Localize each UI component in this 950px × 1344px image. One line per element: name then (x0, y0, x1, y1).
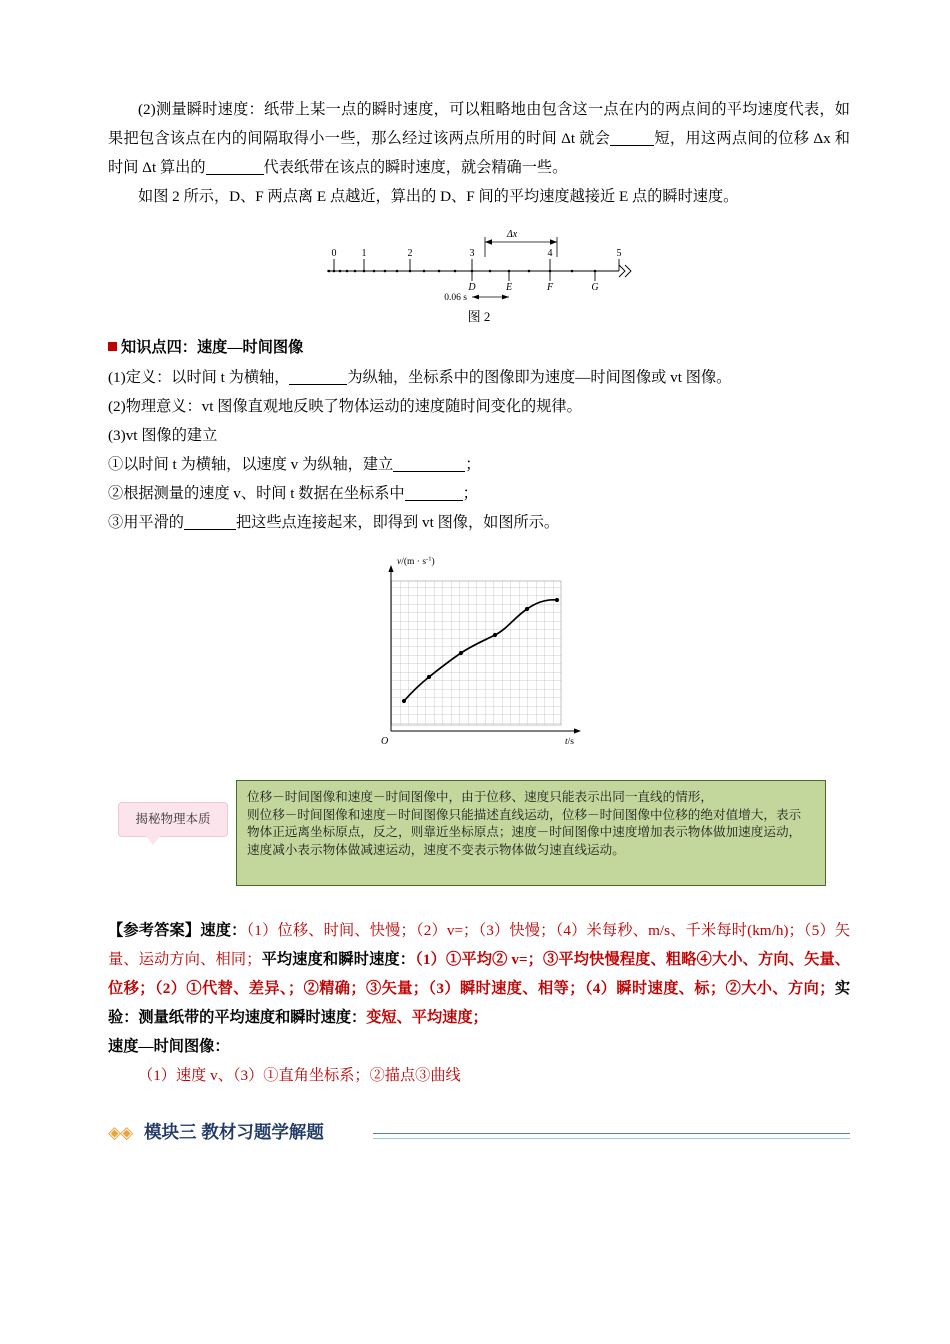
svg-text:E: E (505, 282, 513, 293)
red-square-bullet-icon (108, 342, 117, 351)
paper-tape-svg (319, 225, 639, 303)
knowledge-point-4-title: 知识点四：速度—时间图像 (121, 339, 304, 356)
answers-speed-text: （1）位移、时间、快慢；（2）v=；（3）快慢；（4）米每秒、m/s、千米每时(km/h)；（5）矢量、运动方向、相同； (108, 922, 851, 968)
callout-bubble-label: 揭秘物理本质 (118, 802, 228, 837)
origin-label: O (381, 736, 389, 747)
y-axis-label: $v/(m \cdot s^{-1})$ (397, 555, 435, 567)
knowledge-point-4-heading (108, 333, 850, 363)
figure-2-label: 图 2 (467, 309, 491, 324)
callout-line-4: 速度减小表示物体做减速运动，速度不变表示物体做匀速直线运动。 (247, 842, 625, 857)
paragraph-vt-step1 (108, 450, 850, 479)
paragraph-vt-step3 (108, 508, 850, 537)
svg-text:0: 0 (331, 248, 337, 259)
module-banner (108, 1116, 850, 1150)
answers-exp-text: 变短、平均速度； (366, 1009, 488, 1026)
banner-title: 模块三 教材习题学解题 (144, 1122, 324, 1142)
callout-green-box (236, 780, 826, 886)
callout-line-1: 位移－时间图像和速度－时间图像中，由于位移、速度只能表示出同一直线的情形， (247, 790, 713, 804)
svg-text:2: 2 (407, 248, 413, 259)
svg-text:1: 1 (361, 248, 367, 259)
answers-paragraph (108, 916, 850, 1032)
svg-text:0.06 s: 0.06 s (444, 293, 467, 303)
paragraph-text-part2: 短，用这两点间的位移 Δx 和时间 Δt 算出的 (108, 130, 850, 176)
figure-2-paper-tape (319, 225, 639, 305)
paragraph-instantaneous-speed (108, 95, 850, 182)
paragraph-text-part1: (2)测量瞬时速度：纸带上某一点的瞬时速度，可以粗略地由包含这一点在内的两点间的平均速度代表，如果把包含该点在内的间隔取得小一些，那么经过该两点所用的时间 Δt 就会 (108, 101, 850, 147)
answers-avg-text: （1）①平均② v=；③平均快慢程度、粗略④大小、方向、矢量、位移；（2）①代替、差异、；②精确；③矢量；（3）瞬时速度、相等；（4）瞬时速度、标；②大小、方向； (108, 951, 851, 997)
fill-blank-5[interactable] (405, 485, 463, 501)
fill-blank-4[interactable] (393, 456, 465, 472)
vt-step3-part2: 把这些点连接起来，即得到 vt 图像，如图所示。 (235, 514, 560, 531)
answers-exp-label: 实验：测量纸带的平均速度和瞬时速度： (108, 980, 851, 1026)
vt-step2-part1: ②根据测量的速度 v、时间 t 数据在坐标系中 (108, 485, 405, 502)
vt-definition-part1: (1)定义：以时间 t 为横轴， (108, 369, 290, 386)
callout-line-2: 则位移－时间图像和速度－时间图像只能描述直线运动，位移－时间图像中位移的绝对值增大，表示 (247, 807, 802, 822)
page-content (108, 95, 850, 1150)
fill-blank-2[interactable] (206, 159, 264, 175)
vt-definition-part2: 为纵轴，坐标系中的图像即为速度—时间图像或 vt 图像。 (347, 369, 732, 386)
svg-text:G: G (591, 282, 599, 293)
svg-text:Δx: Δx (506, 229, 518, 240)
paragraph-text-part3: 代表纸带在该点的瞬时速度，就会精确一些。 (263, 159, 568, 176)
svg-text:D: D (468, 282, 476, 293)
fill-blank-3[interactable] (289, 369, 347, 385)
physics-essence-callout (108, 780, 850, 898)
fill-blank-1[interactable] (610, 130, 654, 146)
svg-text:5: 5 (616, 248, 622, 259)
answers-avg-label: 平均速度和瞬时速度： (261, 951, 416, 968)
svg-text:3: 3 (469, 248, 475, 259)
vt-step1-part2: ； (465, 456, 481, 473)
reference-answers-block (108, 916, 850, 1090)
svg-text:4: 4 (547, 248, 553, 259)
paragraph-figure2-reference: 如图 2 所示，D、F 两点离 E 点越近，算出的 D、F 间的平均速度越接近 E 点的瞬时速度。 (138, 188, 739, 205)
paragraph-vt-meaning: (2)物理意义：vt 图像直观地反映了物体运动的速度随时间变化的规律。 (108, 398, 582, 415)
answers-vt-text-row: （1）速度 v、（3）①直角坐标系；②描点③曲线 (138, 1067, 461, 1084)
x-axis-label: t/s (565, 737, 574, 747)
callout-line-3: 物体正远离坐标原点，反之，则靠近坐标原点；速度－时间图像中速度增加表示物体做加速度运动， (247, 825, 802, 839)
fill-blank-6[interactable] (184, 514, 236, 530)
answers-vt-label-row: 速度—时间图像： (108, 1038, 230, 1055)
banner-divider (373, 1133, 850, 1139)
paragraph-vt-step2 (108, 479, 850, 508)
vt-step3-part1: ③用平滑的 (108, 514, 184, 531)
answers-label: 【参考答案】 (108, 922, 201, 939)
vt-step2-part2: ； (462, 485, 478, 502)
vt-graph-svg (349, 553, 609, 758)
paragraph-vt-construction: (3)vt 图像的建立 (108, 427, 218, 444)
paragraph-vt-definition (108, 363, 850, 392)
vt-step1-part1: ①以时间 t 为横轴，以速度 v 为纵轴，建立 (108, 456, 394, 473)
answers-speed-label: 速度： (200, 922, 247, 939)
figure-vt-graph (349, 553, 609, 758)
diamond-bullets-icon: ◈◈ (108, 1123, 133, 1143)
svg-text:F: F (546, 282, 554, 293)
